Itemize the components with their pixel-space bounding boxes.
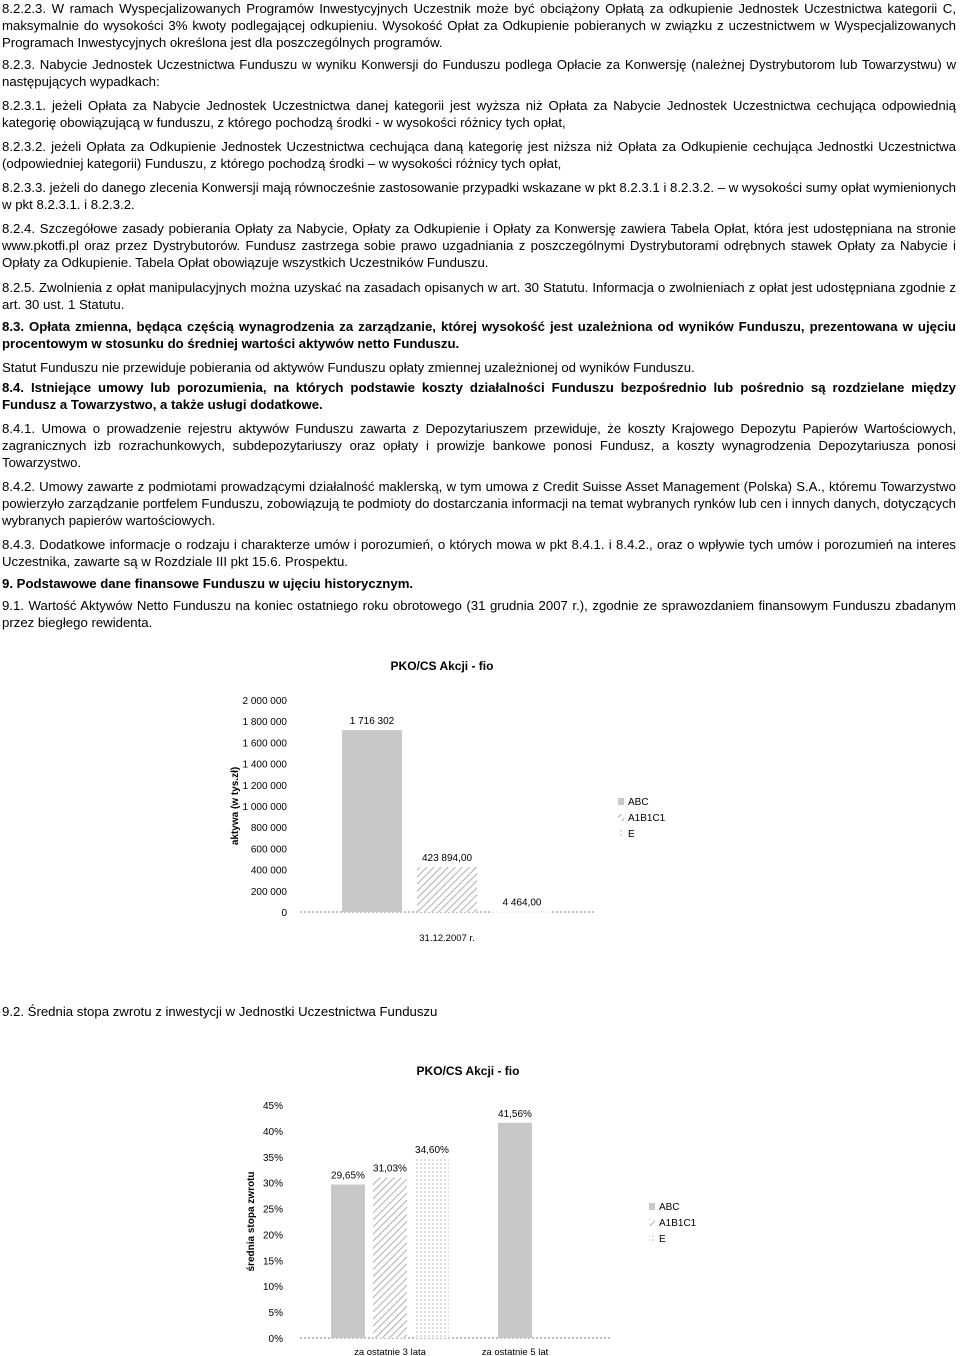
bar-a1b1c1 [417, 867, 477, 912]
y-tick-label: 10% [262, 1282, 283, 1294]
heading-8-3: 8.3. Opłata zmienna, będąca częścią wynagrodzenia za zarządzanie, której wysokość jest uzależniona od wyników Funduszu, prezentowana w ujęciu procentowym w stosunku do średniej wartości aktywów netto Funduszu. [2, 319, 956, 351]
y-tick-label: 600 000 [250, 844, 287, 856]
data-label: 423 894,00 [421, 853, 473, 865]
bar-e [492, 912, 552, 913]
paragraph-8-2-4: 8.2.4. Szczegółowe zasady pobierania Opłaty za Nabycie, Opłaty za Odkupienie i Opłaty za Konwersję zawiera Tabela Opłat, która jest udostępniana na stronie www.pkotfi.pl oraz przez Dystrybutorów. Fundusz zastrzega sobie prawo uzgadniania z poszczególnymi Dystrybutorami odrębnych stawek Opłaty za Nabycie i Opłaty za Odkupienie. Tabela Opłat obowiązuje wszystkich Uczestników Funduszu. [2, 221, 956, 270]
bar-e [415, 1159, 449, 1338]
y-tick-label: 45% [262, 1101, 283, 1112]
legend-swatch-e [618, 830, 624, 837]
heading-9: 9. Podstawowe dane finansowe Funduszu w ujęciu historycznym. [2, 576, 414, 591]
y-tick-label: 2 000 000 [242, 696, 287, 707]
bar-a1b1c1 [373, 1177, 407, 1338]
y-axis-label: aktywa (w tys.zł) [230, 766, 241, 846]
paragraph-8-4-1: 8.4.1. Umowa o prowadzenie rejestru aktywów Funduszu zawarta z Depozytariuszem przewiduje, że koszty Krajowego Depozytu Papierów Wartościowych, zagranicznych izb rozrachunkowych, subdepozytariuszy oraz opłaty i prowizje bankowe ponosi Fundusz, a koszty wynagrodzenia Depozytariusza ponosi Towarzystwo. [2, 421, 956, 470]
paragraph-8-2-5: 8.2.5. Zwolnienia z opłat manipulacyjnych można uzyskać na zasadach opisanych w art. 30 Statutu. Informacja o zwolnieniach z opłat jest udostępniana zgodnie z art. 30 ust. 1 Statutu. [2, 280, 956, 312]
paragraph-8-2-3-3: 8.2.3.3. jeżeli do danego zlecenia Konwersji mają równocześnie zastosowanie przypadki wskazane w pkt 8.2.3.1 i 8.2.3.2. – w wysokości sumy opłat wymienionych w pkt 8.2.3.1. i 8.2.3.2. [2, 180, 956, 212]
data-label: 29,65% [331, 1170, 365, 1182]
return-rate-chart [0, 1055, 960, 1355]
data-label: 1 716 302 [349, 716, 395, 728]
y-tick-label: 20% [262, 1230, 283, 1242]
paragraph-8-2-3-2: 8.2.3.2. jeżeli Opłata za Odkupienie Jednostek Uczestnictwa cechująca daną kategorię jest niższa niż Opłata za Odkupienie cechująca Jednostki Uczestnictwa (odpowiedniej kategorii) Funduszu, z którego pochodzą środki – w wysokości różnicy tych opłat, [2, 139, 956, 171]
legend-entry: E [628, 829, 635, 840]
x-tick-label: za ostatnie 3 lata [354, 1347, 426, 1355]
y-tick-label: 1 000 000 [242, 802, 287, 813]
data-label: 4 464,00 [502, 897, 542, 909]
y-tick-label: 400 000 [250, 865, 287, 877]
data-label: 41,56% [498, 1108, 532, 1120]
y-tick-label: 1 200 000 [242, 780, 287, 792]
legend-swatch-a1b1c1 [649, 1219, 655, 1226]
paragraph-9-2: 9.2. Średnia stopa zwrotu z inwestycji w Jednostki Uczestnictwa Funduszu [2, 1004, 438, 1019]
bar-abc [331, 1184, 365, 1338]
net-assets-chart-svg [0, 650, 960, 950]
paragraph-8-3-statut: Statut Funduszu nie przewiduje pobierania od aktywów Funduszu opłaty zmiennej uzależnionej od wyników Funduszu. [2, 360, 695, 375]
paragraph-9-1: 9.1. Wartość Aktywów Netto Funduszu na koniec ostatniego roku obrotowego (31 grudnia 2007 r.), zgodnie ze sprawozdaniem finansowym Funduszu zbadanym przez biegłego rewidenta. [2, 598, 956, 630]
y-tick-label: 200 000 [250, 886, 287, 898]
bar-abc [342, 730, 402, 912]
y-tick-label: 0 [281, 908, 287, 919]
y-tick-label: 25% [262, 1204, 283, 1216]
data-label: 34,60% [415, 1144, 449, 1156]
net-assets-chart [0, 650, 960, 950]
bar-abc [498, 1123, 532, 1338]
legend-entry: A1B1C1 [659, 1218, 697, 1229]
paragraph-8-4-2: 8.4.2. Umowy zawarte z podmiotami prowadzącymi działalność maklerską, w tym umowa z Credit Suisse Asset Management (Polska) S.A., któremu Towarzystwo powierzyło zarządzanie portfelem Funduszu, zobowiązują te podmioty do dostarczania informacji na temat wybranych rynków lub cen i innych danych, dotyczących wybranych papierów wartościowych. [2, 479, 956, 528]
y-tick-label: 1 600 000 [242, 738, 287, 750]
y-tick-label: 30% [262, 1178, 283, 1190]
y-tick-label: 800 000 [250, 823, 287, 835]
legend-swatch-a1b1c1 [618, 814, 624, 821]
y-tick-label: 5% [268, 1308, 283, 1320]
legend-entry: ABC [659, 1202, 680, 1213]
legend-swatch-e [649, 1235, 655, 1242]
y-tick-label: 0% [268, 1334, 283, 1345]
return-rate-chart-svg [0, 1055, 960, 1355]
paragraph-8-2-3-1: 8.2.3.1. jeżeli Opłata za Nabycie Jednostek Uczestnictwa danej kategorii jest wyższa niż Opłata za Nabycie Jednostek Uczestnictwa cechująca odpowiednią kategorię obowiązującą w funduszu, z którego pochodzą środki - w wysokości różnicy tych opłat, [2, 98, 956, 130]
y-axis-label: średnia stopa zwrotu [246, 1171, 257, 1272]
chart-title: PKO/CS Akcji - fio [416, 1064, 520, 1078]
paragraph-8-2-2-3: 8.2.2.3. W ramach Wyspecjalizowanych Programów Inwestycyjnych Uczestnik może być obciążony Opłatą za odkupienie Jednostek Uczestnictwa kategorii C, maksymalnie do wysokości 3% kwoty podlegającej odkupieniu. Wysokość Opłat za Odkupienie pobieranych w związku z uczestnictwem w Wyspecjalizowanych Programach Inwestycyjnych określona jest dla poszczególnych programów. [2, 1, 956, 50]
legend-swatch-abc [649, 1203, 655, 1210]
paragraph-8-4-3: 8.4.3. Dodatkowe informacje o rodzaju i charakterze umów i porozumień, o których mowa w pkt 8.4.1. i 8.4.2., oraz o wpływie tych umów i porozumień na interes Uczestnika, zawarte są w Rozdziale III pkt 15.6. Prospektu. [2, 537, 956, 569]
y-tick-label: 1 400 000 [242, 759, 287, 771]
legend-entry: A1B1C1 [628, 813, 666, 824]
data-label: 31,03% [373, 1163, 407, 1175]
y-tick-label: 35% [262, 1152, 283, 1164]
chart-title: PKO/CS Akcji - fio [390, 659, 494, 673]
heading-8-4: 8.4. Istniejące umowy lub porozumienia, na których podstawie koszty działalności Funduszu bezpośrednio lub pośrednio są rozdzielane między Fundusz a Towarzystwo, a także usługi dodatkowe. [2, 380, 956, 412]
x-tick-label: za ostatnie 5 lat [481, 1347, 549, 1355]
y-tick-label: 1 800 000 [242, 717, 287, 729]
legend-entry: E [659, 1234, 666, 1245]
y-tick-label: 40% [262, 1126, 283, 1138]
legend-swatch-abc [618, 798, 624, 805]
paragraph-8-2-3: 8.2.3. Nabycie Jednostek Uczestnictwa Funduszu w wyniku Konwersji do Funduszu podlega Opłacie za Konwersję (należnej Dystrybutorom lub Towarzystwu) w następujących wypadkach: [2, 57, 956, 89]
x-tick-label: 31.12.2007 r. [419, 933, 475, 944]
legend-entry: ABC [628, 797, 649, 808]
y-tick-label: 15% [262, 1256, 283, 1268]
